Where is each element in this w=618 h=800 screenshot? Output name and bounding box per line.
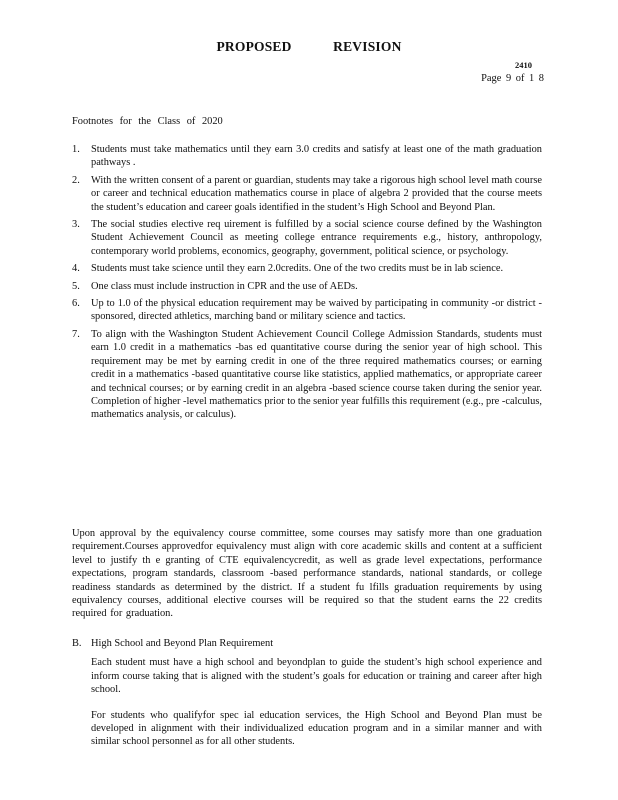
section-b-paragraph: For students who qualifyfor spec ial education services, the High School and Beyond Plan must be developed in alignment with their individualized education program and in a similar manner and with similar school personnel as for all other students. [91,709,542,748]
title-word-revision: REVISION [333,39,402,54]
section-b [72,637,542,749]
policy-number: 2410 [515,60,532,70]
footnote-number: 6. [72,298,80,310]
footnote-item [72,328,542,422]
footnote-number: 7. [72,328,80,340]
section-b-paragraph: Each student must have a high school and beyondplan to guide the student’s high school experience and inform course taking that is aligned with the student’s goals for education or training and career after high school. [91,657,542,696]
section-b-title: High School and Beyond Plan Requirement [91,638,274,649]
footnote-text: Up to 1.0 of the physical education requirement may be waived by participating in community -or district -sponsored, directed athletics, marching band or military science and tactics. [91,298,542,323]
footnote-item [72,262,542,275]
footnote-item [72,297,542,324]
equivalency-paragraph: Upon approval by the equivalency course committee, some courses may satisfy more than one graduation requirement.Courses approvedfor equivalency must align with core academic skills and content at a sufficient level to justify th e granting of CTE equivalencycredit, as well as grade level expectations, performance expectations, program standards, classroom -based performance standards, national standards, or college readiness standards as determined by the district. If a student fu lfills graduation requirements by using equivalency courses, additional elective courses will be required so that the student earns the 22 credits required for graduation. [72,528,542,620]
section-b-heading [72,637,542,650]
footnote-text: One class must include instruction in CPR and the use of AEDs. [91,280,358,292]
footnote-item [72,174,542,214]
footnotes-heading: Footnotes for the Class of 2020 [72,116,223,127]
section-b-label: B. [72,638,82,649]
footnote-text: To align with the Washington Student Achievement Council College Admission Standards, students must earn 1.0 credit in a mathematics -bas ed quantitative course during the senior year of high school. This requirement may be met by earning credit in one of the three required mathematics courses; or earning credit in a mathematics -based quantitative course like statistics, applied mathematics, or appropriate career and technical courses; or by earning credit in an algebra -based science course taken during the senior year. Completion of higher -level mathematics prior to the senior year fulfills this requirement (e.g., pre -calculus, mathematics analysis, or calculus). [91,328,542,421]
footnote-text: Students must take mathematics until they earn 3.0 credits and satisfy at least one of the math graduation pathways . [91,144,542,169]
footnote-number: 2. [72,174,80,186]
footnote-number: 1. [72,144,80,155]
footnote-text: Students must take science until they earn 2.0credits. One of the two credits must be in lab science. [91,263,504,275]
footnote-number: 4. [72,263,80,275]
footnote-item [72,280,542,293]
footnote-item [72,218,542,258]
footnote-item [72,143,542,170]
footnote-number: 3. [72,219,80,231]
page-title [0,39,618,55]
footnote-number: 5. [72,280,80,292]
title-word-proposed: PROPOSED [216,39,292,54]
footnote-text: With the written consent of a parent or guardian, students may take a rigorous high school level math course or career and technical education mathematics course in place of algebra 2 provided that the course meets the student’s education and career goals identified in the student’s High School and Beyond Plan. [91,174,542,213]
footnotes-list [72,143,542,426]
page-number: Page 9 of 1 8 [481,73,544,84]
footnote-text: The social studies elective req uirement is fulfilled by a social science course defined by the Washington Student Achievement Council as meeting college entrance requirements e.g., history, anthropology, contemporary world problems, economics, geography, government, political science, or psychology. [91,219,542,257]
